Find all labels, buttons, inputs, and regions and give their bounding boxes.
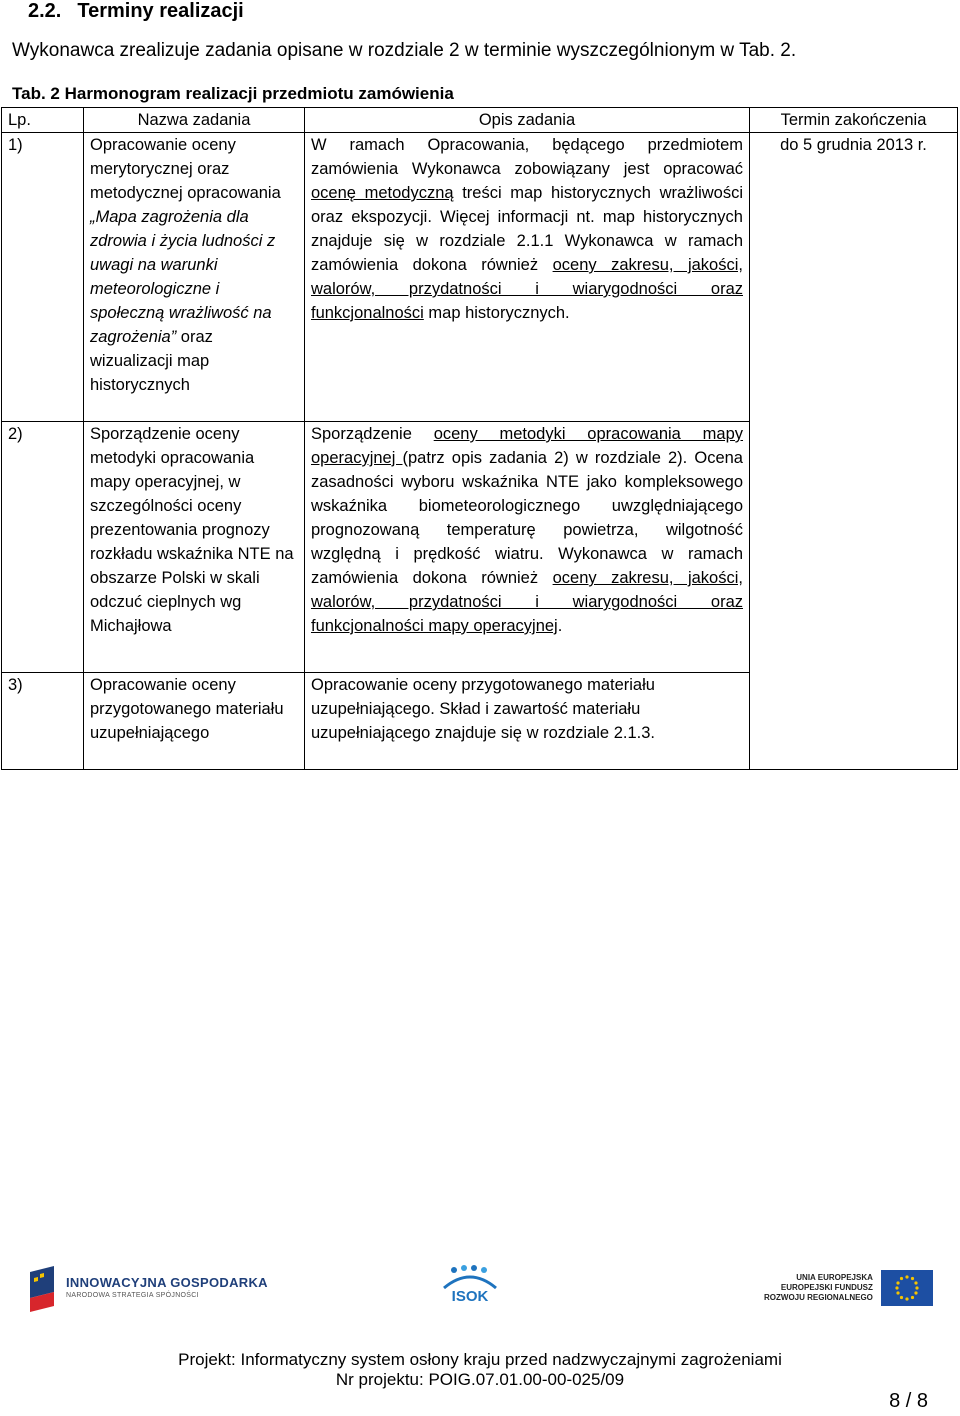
section-number: 2.2. [28,0,62,22]
innowacyjna-gospodarka-logo [28,1266,268,1312]
table-caption: Tab. 2 Harmonogram realizacji przedmiotu zamówienia [12,84,454,103]
eu-flag-icon [881,1270,933,1306]
task-name-part: oraz wizualizacji map historycznych [90,328,213,394]
desc-part: treści map historycznych wrażliwości oraz ekspozycji. Więcej informacji nt. map historycznych znajduje się w rozdziale 2.1.1 Wykonawca w ramach zamówienia dokona również [311,184,743,274]
deadline-cell: do 5 grudnia 2013 r. [750,133,958,770]
task-name: Sporządzenie oceny metodyki opracowania mapy operacyjnej, w szczególności oceny prezentowania prognozy rozkładu wskaźnika NTE na obszarze Polski w skali odczuć cieplnych wg Michajłowa [84,422,305,673]
task-description: Opracowanie oceny przygotowanego materiału uzupełniającego. Skład i zawartość materiału uzupełniającego znajduje się w rozdziale 2.1.3. [305,673,750,770]
desc-part: W ramach Opracowania, będącego przedmiotem zamówienia Wykonawca zobowiązany jest opracować [311,136,743,178]
task-name-title: „Mapa zagrożenia dla zdrowia i życia ludności z uwagi na warunki meteorologiczne i społeczną wrażliwość na zagrożenia” [90,208,276,346]
logo-text: ISOK [451,1288,489,1305]
task-name [84,133,305,422]
section-heading [28,0,244,23]
desc-underlined: oceny zakresu, jakości, walorów, przydatności i wiarygodności oraz funkcjonalności [311,256,743,322]
logo-text: UNIA EUROPEJSKA [796,1273,873,1282]
task-name-part: Opracowanie oceny merytorycznej oraz metodycznej opracowania [90,136,281,202]
logo-subtext: NARODOWA STRATEGIA SPÓJNOŚCI [66,1292,199,1299]
desc-part: map historycznych. [423,304,570,322]
eu-logo [764,1270,933,1306]
desc-part: . [557,617,563,635]
logo-strip [0,1262,960,1322]
schedule-table [1,107,958,770]
page-number: 8 / 8 [889,1390,928,1412]
flag-icon [28,1266,58,1312]
isok-logo [440,1262,500,1305]
footer-project: Projekt: Informatyczny system osłony kraju przed nadzwyczajnymi zagrożeniami [178,1350,782,1369]
desc-underlined: ocenę metodyczną [311,184,454,202]
page-footer [0,1350,960,1390]
desc-underlined: oceny metodyki opracowania mapy operacyjnej [311,425,743,467]
header-term: Termin zakończenia [750,108,958,133]
row-number: 3) [2,673,84,770]
task-description [305,133,750,422]
footer-project-number: Nr projektu: POIG.07.01.00-00-025/09 [335,1370,625,1389]
row-number: 1) [2,133,84,422]
logo-text: ROZWOJU REGIONALNEGO [764,1293,873,1302]
row-number: 2) [2,422,84,673]
task-description [305,422,750,673]
desc-underlined: oceny zakresu, jakości, walorów, przydatności i wiarygodności oraz funkcjonalności mapy operacyjnej [311,569,743,635]
logo-text: EUROPEJSKI FUNDUSZ [780,1283,873,1292]
desc-part: (patrz opis zadania 2) w rozdziale 2). Ocena zasadności wyboru wskaźnika NTE jako kompleksowego wskaźnika biometeorologicznego uwzględniającego prognozowaną temperaturę powietrza, wilgotność względną i prędkość wiatru. Wykonawca w ramach zamówienia dokona również [311,449,743,587]
header-lp: Lp. [2,108,84,133]
header-name: Nazwa zadania [84,108,305,133]
table-row [2,133,958,422]
section-title: Terminy realizacji [77,0,244,22]
desc-part: Sporządzenie [311,425,434,443]
header-desc: Opis zadania [305,108,750,133]
task-name: Opracowanie oceny przygotowanego materiału uzupełniającego [84,673,305,770]
table-header-row [2,108,958,133]
intro-paragraph: Wykonawca zrealizuje zadania opisane w rozdziale 2 w terminie wyszczególnionym w Tab. 2. [12,40,797,61]
logo-text: INNOWACYJNA GOSPODARKA [66,1275,268,1290]
